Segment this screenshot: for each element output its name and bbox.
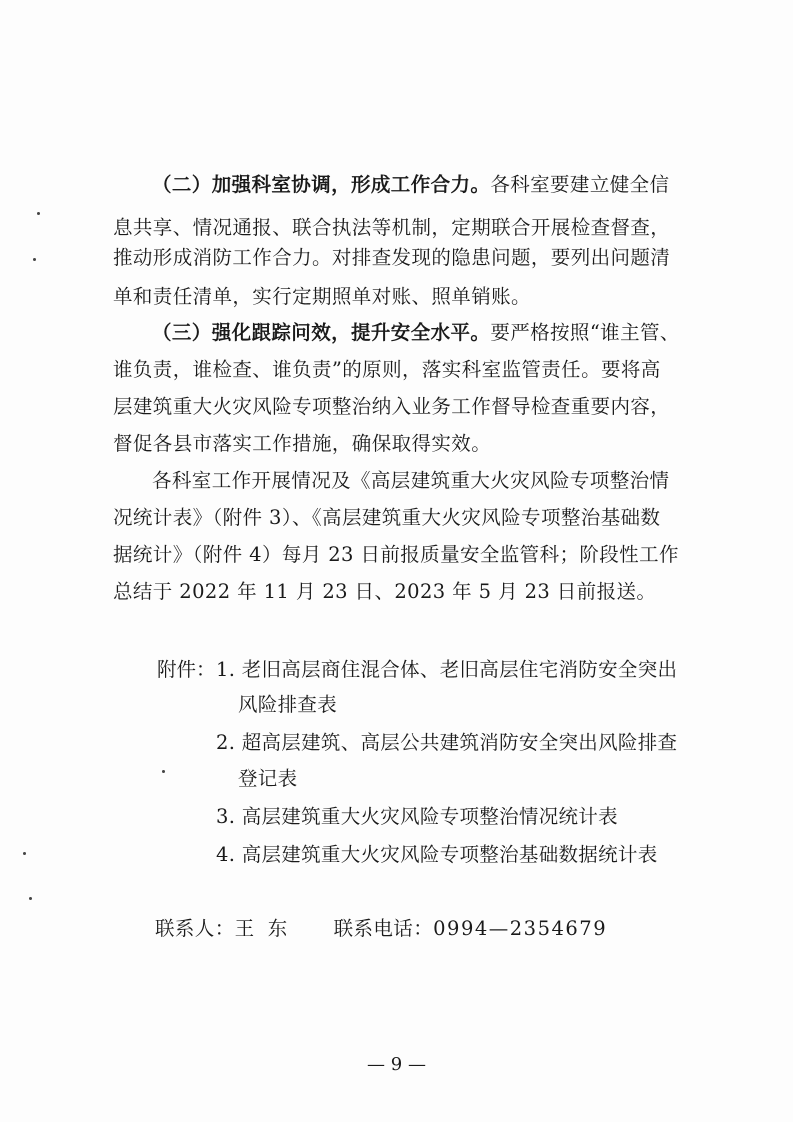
- reporting-line1: [113, 466, 713, 495]
- contact-phone-value: 0994—2354679: [433, 917, 608, 940]
- contact-phone-label: 联系电话：: [333, 917, 434, 940]
- reporting-line1-text: 各科室工作开展情况及《高层建筑重大火灾风险专项整治情: [152, 469, 670, 492]
- attachment-2-line2: 登记表: [238, 767, 298, 790]
- section2-line1: [113, 170, 713, 199]
- scan-speck: [37, 212, 40, 215]
- attachment-1-line2: 风险排查表: [238, 693, 338, 716]
- section3-line1: [113, 318, 713, 347]
- contact-person-label: 联系人：: [155, 917, 235, 940]
- section3-line3: 层建筑重大火灾风险专项整治纳入业务工作督导检查重要内容，: [113, 395, 671, 418]
- attachment-2-line1: 2. 超高层建筑、高层公共建筑消防安全突出风险排查: [216, 731, 678, 754]
- section2-line2: 息共享、情况通报、联合执法等机制，定期联合开展检查督查，: [113, 216, 671, 239]
- scan-speck: [33, 258, 36, 261]
- section3-heading: （三）强化跟踪问效，提升安全水平。: [152, 321, 491, 344]
- section3-line2: 谁负责，谁检查、谁负责”的原则，落实科室监管责任。要将高: [113, 358, 661, 381]
- contact-line: [155, 914, 755, 943]
- attachments-label: 附件：: [157, 658, 216, 681]
- attachment-4: 4. 高层建筑重大火灾风险专项整治基础数据统计表: [216, 843, 658, 866]
- scan-speck: [162, 770, 165, 773]
- reporting-line4: 总结于 2022 年 11 月 23 日、2023 年 5 月 23 日前报送。: [113, 580, 657, 603]
- contact-person-name: 王 东: [234, 917, 288, 940]
- scan-speck: [29, 897, 32, 900]
- attachment-1-line1: 1. 老旧高层商住混合体、老旧高层住宅消防安全突出: [216, 658, 678, 681]
- attachment-3: 3. 高层建筑重大火灾风险专项整治情况统计表: [216, 805, 618, 828]
- section2-line1-rest: 各科室要建立健全信: [490, 173, 670, 196]
- section2-heading: （二）加强科室协调，形成工作合力。: [152, 173, 491, 196]
- section3-line1-rest: 要严格按照“谁主管、: [490, 321, 680, 344]
- section3-line4: 督促各县市落实工作措施，确保取得实效。: [113, 432, 492, 455]
- scan-speck: [23, 852, 26, 855]
- reporting-line2: 况统计表》（附件 3）、《高层建筑重大火灾风险专项整治基础数: [113, 506, 661, 529]
- reporting-line3: 据统计》（附件 4）每月 23 日前报质量安全监管科；阶段性工作: [113, 543, 679, 566]
- page-number: — 9 —: [367, 1054, 426, 1075]
- section2-line3: 推动形成消防工作合力。对排查发现的隐患问题，要列出问题清: [113, 246, 671, 269]
- section2-line4: 单和责任清单，实行定期照单对账、照单销账。: [113, 285, 531, 308]
